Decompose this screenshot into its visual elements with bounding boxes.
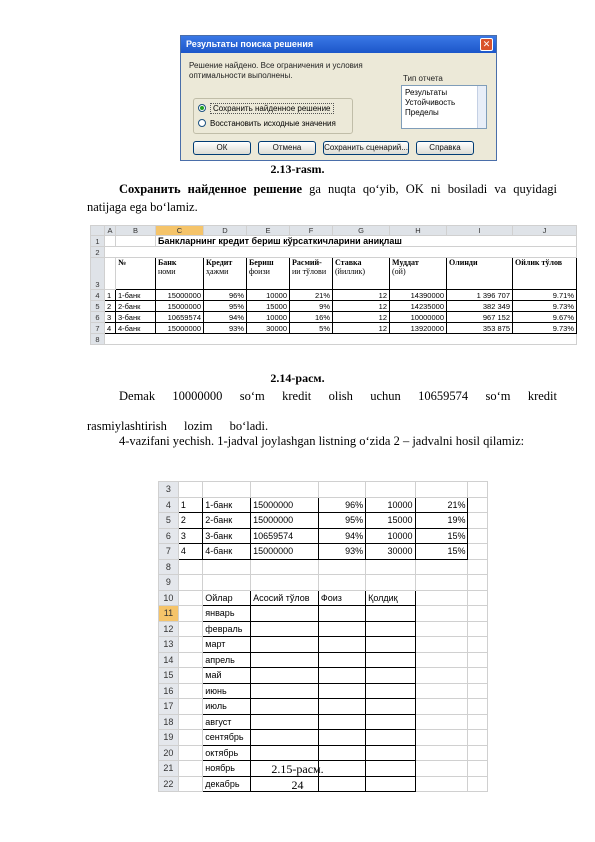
header-cell[interactable] <box>156 258 204 290</box>
cell[interactable]: 19% <box>415 513 468 529</box>
column-header[interactable]: I <box>447 226 513 236</box>
cell[interactable] <box>318 699 365 715</box>
cell[interactable] <box>203 575 251 591</box>
cell[interactable]: 93% <box>204 323 247 334</box>
cell[interactable] <box>178 575 202 591</box>
month-cell[interactable]: февраль <box>203 621 251 637</box>
cell[interactable] <box>415 699 468 715</box>
cell[interactable] <box>415 730 468 746</box>
cell[interactable]: 15000000 <box>251 513 319 529</box>
cell[interactable] <box>415 668 468 684</box>
sheet-row <box>159 668 488 684</box>
cell[interactable] <box>415 652 468 668</box>
row-header[interactable]: 3 <box>159 482 179 498</box>
cell[interactable] <box>366 714 415 730</box>
cell[interactable] <box>415 559 468 575</box>
column-header[interactable]: H <box>390 226 447 236</box>
keep-solution-label: Сохранить найденное решение <box>210 103 334 114</box>
cell[interactable] <box>468 621 488 637</box>
sheet-row <box>159 482 488 498</box>
header-sub: номи <box>158 267 176 276</box>
solution-options-group <box>193 98 353 134</box>
cell[interactable] <box>178 559 202 575</box>
row-header[interactable]: 8 <box>159 559 179 575</box>
row-header[interactable]: 8 <box>91 334 105 345</box>
cell[interactable]: 1 <box>178 497 202 513</box>
column-header-row <box>91 226 577 236</box>
cell[interactable]: 96% <box>318 497 365 513</box>
sheet-row <box>159 745 488 761</box>
cell[interactable] <box>366 621 415 637</box>
cell[interactable] <box>318 668 365 684</box>
table-row <box>91 301 577 312</box>
cell[interactable] <box>251 575 319 591</box>
cell[interactable] <box>251 559 319 575</box>
cell[interactable]: 15000000 <box>251 544 319 560</box>
row-header[interactable]: 22 <box>159 776 179 792</box>
schedule-header[interactable]: Фоиз <box>318 590 365 606</box>
row-header[interactable]: 15 <box>159 668 179 684</box>
cell[interactable]: 10659574 <box>251 528 319 544</box>
header-bold: Муддат <box>392 258 419 267</box>
dialog-buttons <box>193 141 474 155</box>
sheet-row <box>159 575 488 591</box>
list-scrollbar[interactable] <box>477 86 486 128</box>
cell[interactable] <box>468 683 488 699</box>
cell[interactable] <box>468 482 488 498</box>
table-row <box>91 312 577 323</box>
cell[interactable] <box>251 699 319 715</box>
table-row <box>91 323 577 334</box>
column-header[interactable]: F <box>290 226 333 236</box>
cell[interactable]: 96% <box>204 290 247 301</box>
cell[interactable] <box>415 714 468 730</box>
column-header[interactable]: C <box>156 226 204 236</box>
cell[interactable]: 1-банк <box>203 497 251 513</box>
cell[interactable] <box>178 606 202 622</box>
cell[interactable] <box>366 482 415 498</box>
report-type-item[interactable]: Результаты <box>405 88 448 97</box>
cell[interactable]: 15000000 <box>156 290 204 301</box>
sheet-row <box>159 590 488 606</box>
header-bold: № <box>118 258 127 267</box>
ok-button[interactable]: ОК <box>193 141 251 155</box>
cell[interactable] <box>318 559 365 575</box>
header-cell[interactable] <box>247 258 290 290</box>
keep-solution-option[interactable] <box>198 102 348 114</box>
cell[interactable] <box>468 699 488 715</box>
cell[interactable]: 15% <box>415 544 468 560</box>
cell[interactable]: 15000 <box>366 513 415 529</box>
cell[interactable] <box>468 590 488 606</box>
restore-values-option[interactable] <box>198 117 348 129</box>
cell[interactable]: 14390000 <box>390 290 447 301</box>
spreadsheet-bank-credit <box>90 225 580 370</box>
cell[interactable]: 94% <box>204 312 247 323</box>
corner-cell[interactable] <box>91 226 105 236</box>
cell[interactable]: 10000 <box>247 290 290 301</box>
dialog-title: Результаты поиска решения <box>186 39 314 49</box>
cell[interactable] <box>178 637 202 653</box>
cell[interactable] <box>251 482 319 498</box>
dialog-message: Решение найдено. Все ограничения и условия оптимальности выполнены. <box>189 61 363 80</box>
close-icon[interactable]: ✕ <box>480 38 493 51</box>
sheet-row <box>159 699 488 715</box>
cell[interactable]: 21% <box>415 497 468 513</box>
row-header[interactable]: 19 <box>159 730 179 746</box>
cell[interactable]: 1-банк <box>116 290 156 301</box>
cell[interactable] <box>468 745 488 761</box>
month-cell[interactable]: сентябрь <box>203 730 251 746</box>
column-header[interactable]: A <box>105 226 116 236</box>
cell[interactable]: 10000 <box>247 312 290 323</box>
row-header[interactable]: 7 <box>91 323 105 334</box>
cell[interactable]: 30000 <box>366 544 415 560</box>
sheet-row <box>91 334 577 345</box>
cancel-button[interactable]: Отмена <box>258 141 316 155</box>
save-scenario-button[interactable]: Сохранить сценарий... <box>323 141 409 155</box>
header-sub: (ой) <box>392 267 406 276</box>
paragraph-1-bold: Сохранить найденное решение <box>119 182 303 196</box>
cell[interactable]: 3-банк <box>203 528 251 544</box>
row-header[interactable]: 10 <box>159 590 179 606</box>
row-header[interactable]: 6 <box>91 312 105 323</box>
cell[interactable] <box>415 621 468 637</box>
row-header[interactable]: 11 <box>159 606 179 622</box>
report-type-list[interactable] <box>401 85 487 129</box>
cell[interactable]: 95% <box>318 513 365 529</box>
sheet-row <box>159 637 488 653</box>
table-header-row <box>91 258 577 290</box>
cell[interactable]: 12 <box>333 301 390 312</box>
month-cell[interactable]: август <box>203 714 251 730</box>
page-number: 24 <box>291 778 304 792</box>
sheet-row <box>159 730 488 746</box>
cell[interactable] <box>203 559 251 575</box>
row-header[interactable]: 16 <box>159 683 179 699</box>
cell[interactable]: 967 152 <box>447 312 513 323</box>
cell[interactable] <box>116 236 156 247</box>
month-cell[interactable]: январь <box>203 606 251 622</box>
cell[interactable]: 12 <box>333 323 390 334</box>
cell[interactable] <box>178 590 202 606</box>
row-header[interactable]: 21 <box>159 761 179 777</box>
sheet-row <box>159 683 488 699</box>
sheet-row <box>159 606 488 622</box>
cell[interactable]: 4 <box>105 323 116 334</box>
month-cell[interactable]: декабрь <box>203 776 251 792</box>
paragraph-3: 4-vazifani yechish. 1-jadval joylashgan listning o‘zida 2 – jadvalni hosil qilamiz: <box>119 434 525 448</box>
cell[interactable] <box>366 730 415 746</box>
header-bold: Кредит <box>206 258 233 267</box>
cell[interactable]: 4 <box>178 544 202 560</box>
cell[interactable] <box>366 683 415 699</box>
sheet-title[interactable]: Банкларнинг кредит бериш кўрсаткичларини аниқлаш <box>156 236 577 247</box>
header-bold: Олинди <box>449 258 478 267</box>
cell[interactable] <box>366 699 415 715</box>
header-sub: фоизи <box>249 267 270 276</box>
cell[interactable] <box>251 714 319 730</box>
row-header[interactable]: 6 <box>159 528 179 544</box>
cell[interactable] <box>251 745 319 761</box>
cell[interactable]: 5% <box>290 323 333 334</box>
cell[interactable] <box>468 652 488 668</box>
cell[interactable]: 382 349 <box>447 301 513 312</box>
cell[interactable]: 12 <box>333 290 390 301</box>
cell[interactable] <box>468 513 488 529</box>
paragraph-1 <box>87 180 557 216</box>
cell[interactable]: 9% <box>290 301 333 312</box>
row-header[interactable]: 4 <box>159 497 179 513</box>
table-row <box>91 290 577 301</box>
cell[interactable] <box>318 714 365 730</box>
sheet-row <box>159 513 488 529</box>
sheet-row <box>159 528 488 544</box>
cell[interactable]: 13920000 <box>390 323 447 334</box>
row-header[interactable]: 14 <box>159 652 179 668</box>
figure-caption-2-13: 2.13-rasm. <box>270 162 325 176</box>
cell[interactable]: 14235000 <box>390 301 447 312</box>
cell[interactable] <box>366 637 415 653</box>
row-header[interactable]: 13 <box>159 637 179 653</box>
cell[interactable]: 15000000 <box>156 323 204 334</box>
cell[interactable]: 4-банк <box>203 544 251 560</box>
cell[interactable]: 4-банк <box>116 323 156 334</box>
header-cell[interactable] <box>290 258 333 290</box>
cell[interactable]: 353 875 <box>447 323 513 334</box>
month-cell[interactable]: июнь <box>203 683 251 699</box>
row-header[interactable]: 3 <box>91 258 105 290</box>
cell[interactable] <box>366 575 415 591</box>
header-bold: Банк <box>158 258 177 267</box>
cell[interactable] <box>468 559 488 575</box>
cell[interactable] <box>318 621 365 637</box>
cell[interactable]: 16% <box>290 312 333 323</box>
row-header[interactable]: 5 <box>159 513 179 529</box>
report-type-label: Тип отчета <box>403 74 443 83</box>
cell[interactable] <box>366 745 415 761</box>
cell[interactable] <box>415 683 468 699</box>
cell[interactable] <box>415 606 468 622</box>
cell[interactable] <box>366 668 415 684</box>
cell[interactable] <box>366 559 415 575</box>
cell[interactable] <box>178 714 202 730</box>
cell[interactable]: 30000 <box>247 323 290 334</box>
header-bold: Расмий- <box>292 258 322 267</box>
radio-selected-icon[interactable] <box>198 104 206 112</box>
header-cell[interactable] <box>513 258 577 290</box>
cell[interactable] <box>415 575 468 591</box>
cell[interactable]: 3 <box>105 312 116 323</box>
cell[interactable] <box>251 637 319 653</box>
cell[interactable] <box>318 637 365 653</box>
cell[interactable]: 15000000 <box>156 301 204 312</box>
row-header[interactable]: 12 <box>159 621 179 637</box>
cell[interactable] <box>178 621 202 637</box>
cell[interactable] <box>105 247 577 258</box>
cell[interactable]: 94% <box>318 528 365 544</box>
cell[interactable]: 2-банк <box>203 513 251 529</box>
cell[interactable] <box>468 544 488 560</box>
cell[interactable] <box>251 683 319 699</box>
sheet-row <box>91 247 577 258</box>
sheet-row <box>159 544 488 560</box>
row-header[interactable]: 7 <box>159 544 179 560</box>
header-cell[interactable] <box>447 258 513 290</box>
cell[interactable] <box>468 575 488 591</box>
cell[interactable] <box>468 668 488 684</box>
cell[interactable] <box>468 606 488 622</box>
cell[interactable] <box>415 637 468 653</box>
header-bold: Бериш <box>249 258 274 267</box>
header-bold: Ставка <box>335 258 362 267</box>
cell[interactable] <box>105 236 116 247</box>
schedule-header[interactable]: Қолдиқ <box>366 590 415 606</box>
figure-caption-2-14: 2.14-расм. <box>270 371 325 385</box>
cell[interactable] <box>105 258 116 290</box>
cell[interactable] <box>251 606 319 622</box>
radio-unselected-icon[interactable] <box>198 119 206 127</box>
cell[interactable] <box>468 637 488 653</box>
cell[interactable] <box>105 334 577 345</box>
cell[interactable]: 2-банк <box>116 301 156 312</box>
paragraph-2: Demak 10000000 so‘m kredit olish uchun 10659574 so‘m kredit rasmiylashtirish lozim bo‘ladi. <box>87 389 557 433</box>
sheet-row <box>91 236 577 247</box>
cell[interactable]: 1 396 707 <box>447 290 513 301</box>
schedule-header[interactable]: Асосий тўлов <box>251 590 319 606</box>
column-header[interactable]: E <box>247 226 290 236</box>
row-header[interactable]: 1 <box>91 236 105 247</box>
report-type-item[interactable]: Устойчивость <box>405 98 456 107</box>
row-header[interactable]: 5 <box>91 301 105 312</box>
cell[interactable] <box>318 730 365 746</box>
cell[interactable] <box>178 699 202 715</box>
month-cell[interactable]: апрель <box>203 652 251 668</box>
row-header[interactable]: 4 <box>91 290 105 301</box>
cell[interactable]: 2 <box>105 301 116 312</box>
cell[interactable]: 9.67% <box>513 312 577 323</box>
cell[interactable]: 1 <box>105 290 116 301</box>
cell[interactable]: 10659574 <box>156 312 204 323</box>
cell[interactable] <box>318 482 365 498</box>
cell[interactable]: 2 <box>178 513 202 529</box>
cell[interactable] <box>178 482 202 498</box>
cell[interactable]: 15000 <box>247 301 290 312</box>
cell[interactable] <box>318 606 365 622</box>
cell[interactable]: 10000000 <box>390 312 447 323</box>
cell[interactable] <box>468 730 488 746</box>
month-cell[interactable]: октябрь <box>203 745 251 761</box>
cell[interactable]: 21% <box>290 290 333 301</box>
header-cell[interactable] <box>116 258 156 290</box>
cell[interactable] <box>468 528 488 544</box>
cell[interactable]: 93% <box>318 544 365 560</box>
header-bold: Ойлик тўлов <box>515 258 563 267</box>
column-header[interactable]: G <box>333 226 390 236</box>
report-type-item[interactable]: Пределы <box>405 108 439 117</box>
column-header[interactable]: B <box>116 226 156 236</box>
cell[interactable]: 3 <box>178 528 202 544</box>
row-header[interactable]: 2 <box>91 247 105 258</box>
cell[interactable] <box>178 652 202 668</box>
header-cell[interactable] <box>390 258 447 290</box>
sheet-row <box>159 497 488 513</box>
cell[interactable] <box>251 730 319 746</box>
header-sub: ии тўлови <box>292 267 327 276</box>
row-header[interactable]: 9 <box>159 575 179 591</box>
figure-caption-2-15: 2.15-расм. <box>271 762 324 776</box>
month-cell[interactable]: ноябрь <box>203 761 251 777</box>
restore-values-label: Восстановить исходные значения <box>210 118 336 128</box>
cell[interactable] <box>203 482 251 498</box>
cell[interactable] <box>251 621 319 637</box>
cell[interactable]: 10000 <box>366 497 415 513</box>
header-cell[interactable] <box>204 258 247 290</box>
cell[interactable] <box>468 714 488 730</box>
cell[interactable]: 3-банк <box>116 312 156 323</box>
cell[interactable] <box>318 575 365 591</box>
cell[interactable] <box>178 730 202 746</box>
cell[interactable]: 9.73% <box>513 323 577 334</box>
schedule-header[interactable]: Ойлар <box>203 590 251 606</box>
row-header[interactable]: 20 <box>159 745 179 761</box>
cell[interactable] <box>415 590 468 606</box>
cell[interactable] <box>415 482 468 498</box>
cell[interactable] <box>366 606 415 622</box>
header-cell[interactable] <box>333 258 390 290</box>
cell[interactable]: 12 <box>333 312 390 323</box>
dialog-title-bar <box>181 36 496 53</box>
month-cell[interactable]: май <box>203 668 251 684</box>
column-header[interactable]: D <box>204 226 247 236</box>
sheet-row <box>159 652 488 668</box>
cell[interactable] <box>318 745 365 761</box>
cell[interactable] <box>468 497 488 513</box>
cell[interactable]: 15% <box>415 528 468 544</box>
cell[interactable]: 15000000 <box>251 497 319 513</box>
cell[interactable]: 9.73% <box>513 301 577 312</box>
sheet-row <box>159 621 488 637</box>
cell[interactable]: 10000 <box>366 528 415 544</box>
header-sub: ҳажми <box>206 267 229 276</box>
cell[interactable] <box>178 745 202 761</box>
cell[interactable] <box>318 683 365 699</box>
cell[interactable]: 95% <box>204 301 247 312</box>
solver-results-dialog <box>180 35 497 161</box>
sheet-row <box>159 714 488 730</box>
cell[interactable] <box>415 745 468 761</box>
cell[interactable]: 9.71% <box>513 290 577 301</box>
cell[interactable] <box>178 683 202 699</box>
cell[interactable] <box>366 652 415 668</box>
paragraph-1-text: ga nuqta qo‘yib, OK ni bosiladi va quyidagi natijaga ega bo‘lamiz. <box>87 182 558 214</box>
month-cell[interactable]: март <box>203 637 251 653</box>
sheet-row <box>159 559 488 575</box>
month-cell[interactable]: июль <box>203 699 251 715</box>
help-button[interactable]: Справка <box>416 141 474 155</box>
column-header[interactable]: J <box>513 226 577 236</box>
cell[interactable] <box>251 668 319 684</box>
cell[interactable] <box>251 652 319 668</box>
header-sub: (йиллик) <box>335 267 366 276</box>
row-header[interactable]: 17 <box>159 699 179 715</box>
row-header[interactable]: 18 <box>159 714 179 730</box>
cell[interactable] <box>178 668 202 684</box>
cell[interactable] <box>318 652 365 668</box>
